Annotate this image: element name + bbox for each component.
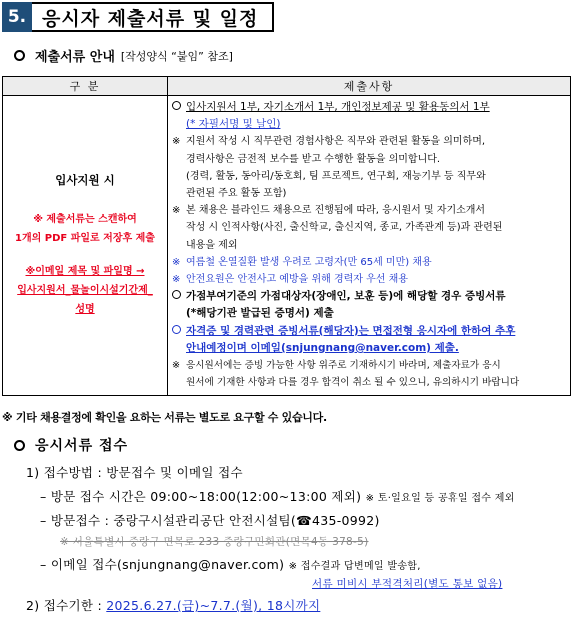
visit-line: – 방문접수 : 중랑구시설관리공단 안전시설팀(☎435-0992) xyxy=(40,513,380,528)
item1-subtext: (* 자필서명 및 날인) xyxy=(186,118,281,131)
category-cell xyxy=(3,96,168,396)
scan-note-line1: ※ 제출서류는 스캔하여 xyxy=(33,214,137,226)
subheading-documents xyxy=(14,46,233,65)
item2-line4: 관련된 주요 활동 포함) xyxy=(186,188,287,200)
submission-item-3: ※ 본 채용은 블라인드 채용으로 진행됨에 따라, 응시원서 및 자기소개서 작성 시 인적사항(사진, 출신학교, 출신지역, 종교, 가족관계 등)과 관련된 내용을 제외 xyxy=(172,205,503,251)
category-title: 입사지원 시 xyxy=(55,173,115,188)
submission-item-4: ※ 여름철 온열질환 발생 우려로 고령자(만 65세 미만) 채용 xyxy=(172,254,566,271)
email-note-line2: 입사지원서_물놀이시설기간제_ xyxy=(17,285,153,297)
submission-item-8: ※ 응시원서에는 증빙 가능한 사항 위주로 기재하시기 바라며, 제출자료가 응시 원서에 기재한 사항과 다를 경우 합격이 취소 될 수 있으니, 유의하시기 바랍니다 xyxy=(172,360,520,389)
deadline-label: 2) 접수기한 : xyxy=(26,598,102,613)
item7-line2: 안내예정이며 이메일(snjungnang@naver.com) 제출. xyxy=(186,341,459,354)
section-number: 5. xyxy=(2,2,32,32)
submission-item-6 xyxy=(172,288,566,322)
documents-table xyxy=(2,76,571,396)
item4-text: 여름철 온열질환 발생 우려로 고령자(만 65세 미만) 채용 xyxy=(186,256,432,268)
col-header-category: 구 분 xyxy=(3,77,168,96)
item2-line2: 경력사항은 금전적 보수를 받고 수행한 활동을 의미합니다. xyxy=(186,153,441,165)
email-note-line1: ※이메일 제목 및 파일명 → xyxy=(25,266,145,278)
circle-bullet-icon xyxy=(14,440,25,451)
item3-line3: 내용을 제외 xyxy=(186,239,238,251)
circle-bullet-icon xyxy=(172,290,181,299)
item3-line2: 작성 시 인적사항(사진, 출신학교, 출신지역, 종교, 가족관계 등)과 관련된 xyxy=(186,222,503,234)
col-header-submission: 제출사항 xyxy=(168,77,571,96)
submission-item-5: ※ 안전요원은 안전사고 예방을 위해 경력자 우선 채용 xyxy=(172,271,566,288)
submission-item-1 xyxy=(172,99,566,133)
circle-bullet-icon xyxy=(14,50,25,61)
subheading-note: [작성양식 “붙임” 참조] xyxy=(120,49,233,63)
visit-hours-text: – 방문 접수 시간은 09:00~18:00(12:00~13:00 제외) xyxy=(40,489,362,504)
item7-line1: 자격증 및 경력관련 증빙서류(해당자)는 면접전형 응시자에 한하여 추후 xyxy=(186,324,516,337)
section-header xyxy=(2,2,274,32)
visit-hours-note: ※ 토·일요일 등 공휴일 접수 제외 xyxy=(365,493,515,504)
submission-item-7 xyxy=(172,323,566,357)
method-line: 1) 접수방법 : 방문접수 및 이메일 접수 xyxy=(26,465,243,480)
submission-cell xyxy=(168,96,571,396)
address-line: ※ 서울특별시 중랑구 면목로 233 중랑구민회관(면목4동 378-5) xyxy=(60,536,369,548)
item2-line3: (경력, 활동, 동아리/동호회, 팀 프로젝트, 연구회, 재능기부 등 직무와 xyxy=(186,170,486,182)
scan-note-line2: 1개의 PDF 파일로 저장후 제출 xyxy=(15,233,155,245)
item8-line2: 원서에 기재한 사항과 다를 경우 합격이 취소 될 수 있으니, 유의하시기 바랍니다 xyxy=(186,377,520,389)
circle-bullet-icon xyxy=(172,325,181,334)
section-title: 응시자 제출서류 및 일정 xyxy=(32,2,274,32)
item3-line1: 본 채용은 블라인드 채용으로 진행됨에 따라, 응시원서 및 자기소개서 xyxy=(186,205,486,217)
item1-text: 입사지원서 1부, 자기소개서 1부, 개인정보제공 및 활용동의서 1부 xyxy=(186,101,490,113)
email-line xyxy=(40,555,421,573)
email-note-2: 서류 미비시 부적격처리(별도 통보 없음) xyxy=(312,578,503,590)
email-note: ※ 접수결과 답변메일 발송함, xyxy=(288,561,421,572)
visit-hours-line xyxy=(40,487,515,505)
item5-text: 안전요원은 안전사고 예방을 위해 경력자 우선 채용 xyxy=(186,274,408,286)
item8-line1: 응시원서에는 증빙 가능한 사항 위주로 기재하시기 바라며, 제출자료가 응시 xyxy=(186,360,501,372)
subheading-title: 제출서류 안내 xyxy=(35,50,115,65)
item6-line2: (*해당기관 발급된 증명서) 제출 xyxy=(186,307,334,320)
footnote: ※ 기타 채용결정에 확인을 요하는 서류는 별도로 요구할 수 있습니다. xyxy=(2,411,327,424)
deadline-line xyxy=(26,596,320,614)
application-title: 응시서류 접수 xyxy=(35,438,129,454)
submission-item-2: ※ 지원서 작성 시 직무관련 경험사항은 직무와 관련된 활동을 의미하며, 경력사항은 금전적 보수를 받고 수행한 활동을 의미합니다. (경력, 활동, 동아리/동호회, 팀 프로젝트, 연구회, 재능기부 등 직무와 관련된 주요 활동 포함) xyxy=(172,136,486,200)
deadline-value: 2025.6.27.(금)~7.7.(월), 18시까지 xyxy=(106,598,321,613)
email-text: – 이메일 접수(snjungnang@naver.com) xyxy=(40,557,285,572)
subheading-application xyxy=(14,435,128,455)
item2-line1: 지원서 작성 시 직무관련 경험사항은 직무와 관련된 활동을 의미하며, xyxy=(186,136,486,148)
circle-bullet-icon xyxy=(172,101,181,110)
email-note-line3: 성명 xyxy=(75,304,95,316)
item6-line1: 가점부여기준의 가점대상자(장애인, 보훈 등)에 해당할 경우 증빙서류 xyxy=(186,290,506,303)
